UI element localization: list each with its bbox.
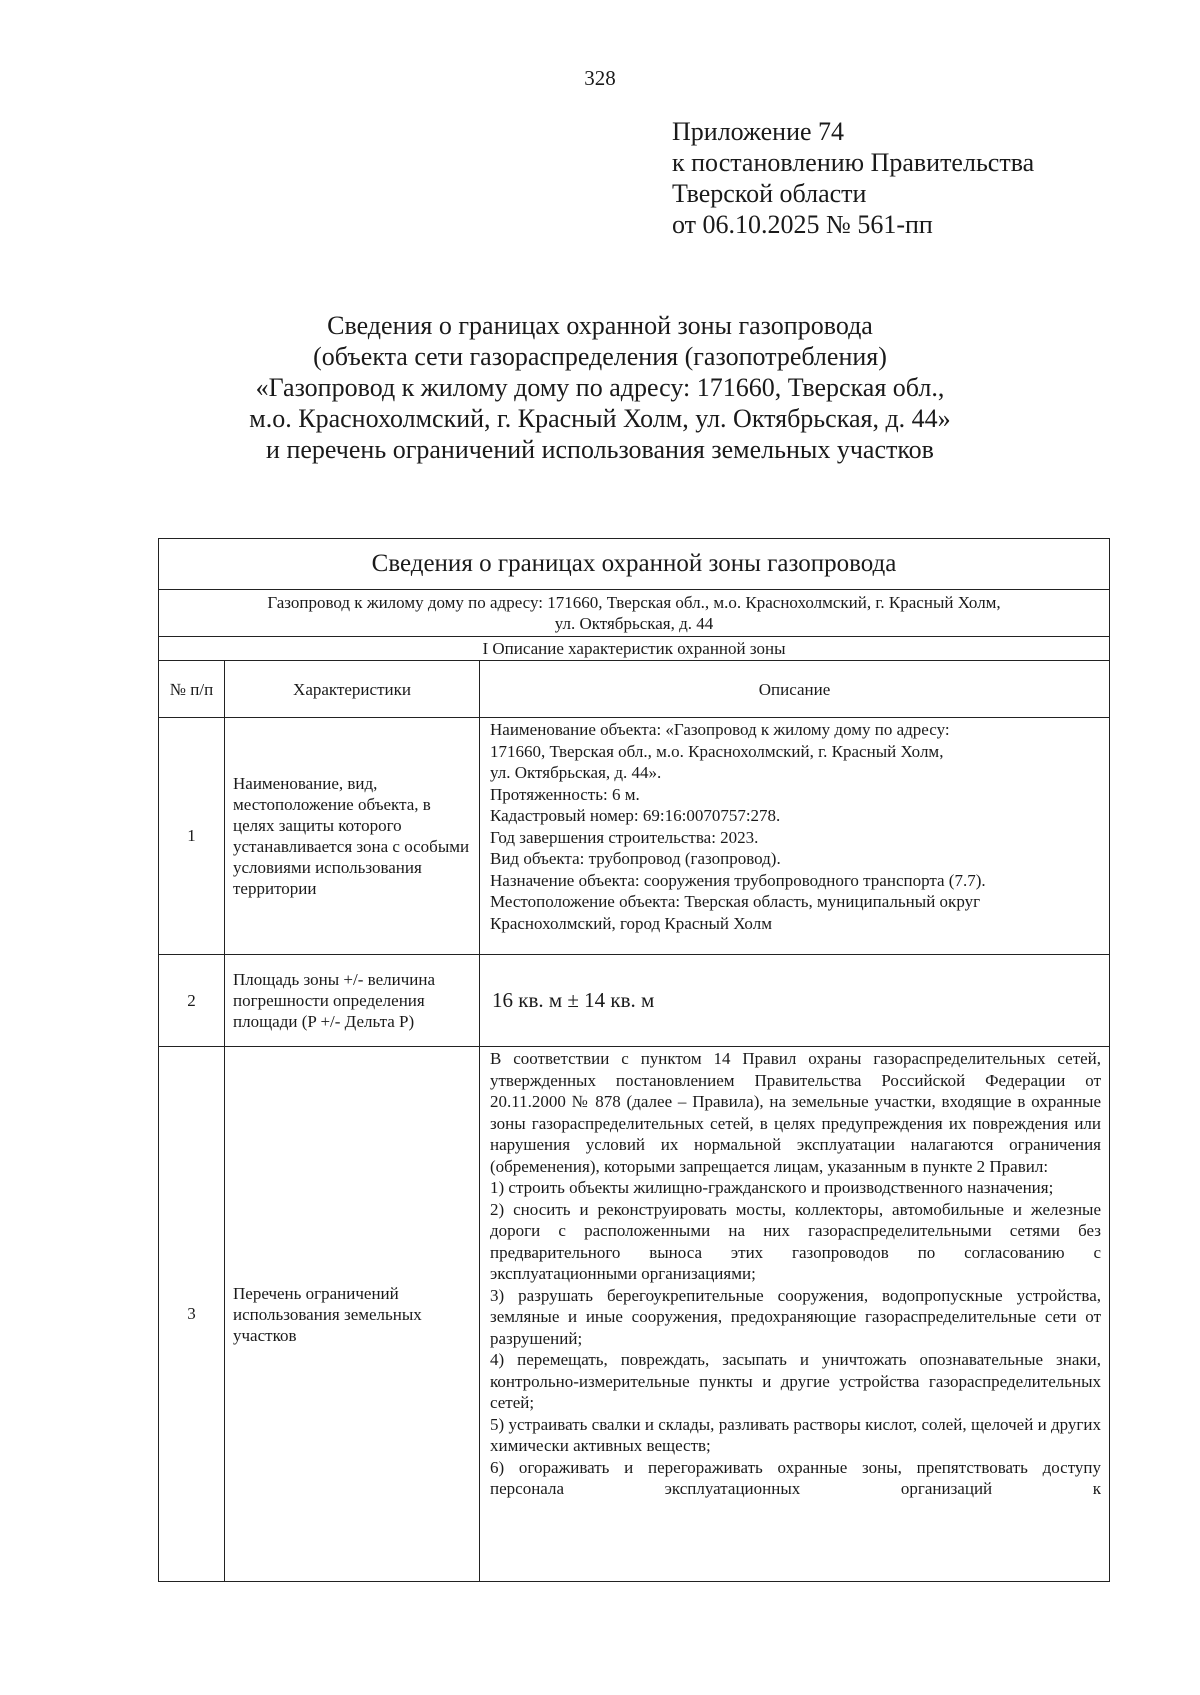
row-description [480, 718, 1110, 955]
description-line: 171660, Тверская обл., м.о. Краснохолмский, г. Красный Холм, [490, 741, 944, 761]
restriction-item: 1) строить объекты жилищно-гражданского и производственного назначения; [490, 1178, 1054, 1197]
appendix-line: к постановлению Правительства [672, 148, 1035, 177]
description-line: Кадастровый номер: 69:16:0070757:278. [490, 806, 781, 825]
description-line: Краснохолмский, город Красный Холм [490, 913, 772, 933]
row-characteristic: Площадь зоны +/- величина погрешности определения площади (P +/- Дельта P) [225, 955, 480, 1047]
row-description: 16 кв. м ± 14 кв. м [480, 955, 1110, 1047]
appendix-line: Приложение 74 [672, 117, 845, 146]
table-section-title: I Описание характеристик охранной зоны [159, 637, 1110, 661]
title-line: Сведения о границах охранной зоны газопровода [327, 311, 873, 340]
restriction-item: 4) перемещать, повреждать, засыпать и уничтожать опознавательные знаки, контрольно-измерительные пункты и другие устройства газораспределительных сетей; [490, 1350, 1102, 1412]
title-line: (объекта сети газораспределения (газопотребления) [313, 342, 887, 371]
description-line: Назначение объекта: сооружения трубопроводного транспорта (7.7). [490, 870, 986, 890]
column-header-description: Описание [480, 661, 1110, 718]
description-line: Местоположение объекта: Тверская область, муниципальный округ [490, 892, 981, 911]
row-number: 1 [159, 718, 225, 955]
table-header-row [159, 661, 1110, 718]
description-line: ул. Октябрьская, д. 44». [490, 763, 662, 782]
table-heading: Сведения о границах охранной зоны газопровода [159, 539, 1110, 590]
column-header-num: № п/п [159, 661, 225, 718]
description-line: Протяженность: 6 м. [490, 784, 640, 804]
table-row [159, 955, 1110, 1047]
row-characteristic: Наименование, вид, местоположение объекта, в целях защиты которого устанавливается зона с особыми условиями использования территории [225, 718, 480, 955]
zone-info-table [158, 538, 1110, 1582]
row-characteristic: Перечень ограничений использования земельных участков [225, 1047, 480, 1582]
title-line: «Газопровод к жилому дому по адресу: 171660, Тверская обл., [255, 373, 945, 402]
description-line: Год завершения строительства: 2023. [490, 827, 759, 847]
document-title [120, 310, 1080, 465]
row-description [480, 1047, 1110, 1582]
restrictions-intro: В соответствии с пунктом 14 Правил охраны газораспределительных сетей, утвержденных постановлением Правительства Российской Федерации от 20.11.2000 № 878 (далее – Правила), на земельные участки, входящие в охранные зоны газораспределительных сетей, в целях предупреждения их повреждения или нарушения условий их нормальной эксплуатации налагаются ограничения (обременения), которыми запрещается лицам, указанным в пункте 2 Правил: [490, 1049, 1102, 1176]
title-line: м.о. Краснохолмский, г. Красный Холм, ул. Октябрьская, д. 44» [249, 404, 951, 433]
restriction-item: 5) устраивать свалки и склады, разливать растворы кислот, солей, щелочей и других химически активных веществ; [490, 1414, 1102, 1455]
row-number: 2 [159, 955, 225, 1047]
table-row [159, 1047, 1110, 1582]
appendix-line: от 06.10.2025 № 561-пп [672, 210, 933, 239]
object-name-line: Газопровод к жилому дому по адресу: 171660, Тверская обл., м.о. Краснохолмский, г. Красный Холм, [267, 593, 1001, 612]
table-row [159, 718, 1110, 955]
row-number: 3 [159, 1047, 225, 1582]
appendix-line: Тверской области [672, 179, 867, 208]
restriction-item: 3) разрушать берегоукрепительные сооружения, водопропускные устройства, земляные и иные сооружения, предохраняющие газораспределительные сети от разрушений; [490, 1285, 1102, 1348]
title-line: и перечень ограничений использования земельных участков [266, 435, 934, 464]
appendix-block [672, 116, 1034, 240]
column-header-characteristics: Характеристики [225, 661, 480, 718]
page-number: 328 [584, 66, 616, 90]
description-line: Наименование объекта: «Газопровод к жилому дому по адресу: [490, 720, 950, 739]
restriction-item: 2) сносить и реконструировать мосты, коллекторы, автомобильные и железные дороги с расположенными на них газораспределительными сетями без предварительного выноса этих газопроводов по согласованию с эксплуатационными организациями; [490, 1199, 1102, 1283]
object-name-line: ул. Октябрьская, д. 44 [554, 614, 714, 633]
table-object-name [159, 590, 1110, 637]
restriction-item: 6) огораживать и перегораживать охранные зоны, препятствовать доступу персонала эксплуатационных организаций к [490, 1457, 1102, 1498]
description-line: Вид объекта: трубопровод (газопровод). [490, 849, 781, 868]
